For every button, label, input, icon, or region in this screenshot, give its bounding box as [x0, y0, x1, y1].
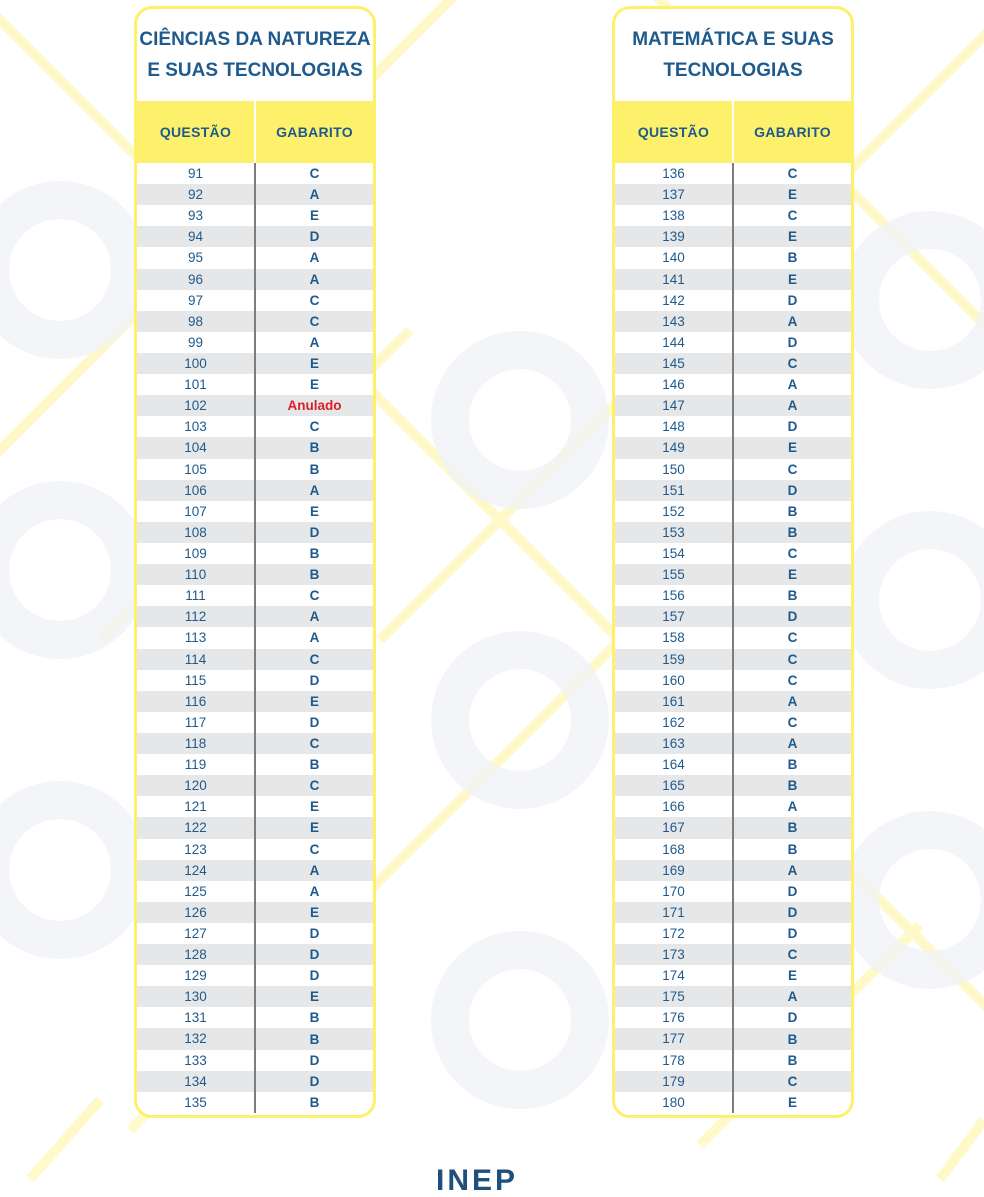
answer-key: C [309, 778, 320, 794]
table-row [615, 775, 851, 796]
question-number: 180 [615, 1092, 734, 1113]
table-row [137, 416, 373, 437]
table-row [137, 1092, 373, 1113]
table-row [615, 965, 851, 986]
question-number: 102 [137, 395, 256, 416]
question-number: 140 [615, 247, 734, 268]
question-number: 159 [615, 649, 734, 670]
table-row [137, 459, 373, 480]
table-row [615, 374, 851, 395]
table-row [615, 522, 851, 543]
table-row [137, 817, 373, 838]
section-title-line-2: TECNOLOGIAS [663, 60, 803, 81]
column-header-questao: QUESTÃO [137, 101, 256, 163]
question-number: 137 [615, 184, 734, 205]
table-row [137, 1050, 373, 1071]
answer-key: D [309, 714, 320, 730]
table-row [137, 184, 373, 205]
table-row [137, 290, 373, 311]
answer-table-body [615, 163, 851, 1113]
answer-key: D [787, 904, 798, 920]
table-row [615, 437, 851, 458]
answer-key: C [787, 461, 798, 477]
question-number: 114 [137, 649, 256, 670]
question-number: 104 [137, 437, 256, 458]
column-header-gabarito: GABARITO [276, 124, 353, 140]
table-row [615, 754, 851, 775]
answer-key: B [787, 757, 798, 773]
table-row [615, 184, 851, 205]
question-number: 105 [137, 459, 256, 480]
table-row [615, 902, 851, 923]
answer-key: C [787, 208, 798, 224]
answer-key: D [309, 229, 320, 245]
answer-key: A [309, 883, 320, 899]
question-number: 144 [615, 332, 734, 353]
question-number: 161 [615, 691, 734, 712]
table-row [615, 1007, 851, 1028]
answer-key: B [787, 503, 798, 519]
table-row [137, 796, 373, 817]
question-number: 160 [615, 670, 734, 691]
question-number: 136 [615, 163, 734, 184]
table-row [137, 627, 373, 648]
answer-key: C [787, 1073, 798, 1089]
question-number: 133 [137, 1050, 256, 1071]
table-row [615, 269, 851, 290]
answer-key: D [309, 672, 320, 688]
question-number: 172 [615, 923, 734, 944]
question-number: 126 [137, 902, 256, 923]
question-number: 99 [137, 332, 256, 353]
answer-key: B [309, 1010, 320, 1026]
answer-key: A [787, 799, 798, 815]
answer-key: A [309, 250, 320, 266]
table-row [137, 501, 373, 522]
answer-key: D [787, 609, 798, 625]
table-row [615, 564, 851, 585]
table-row [615, 986, 851, 1007]
answer-key: D [309, 1052, 320, 1068]
table-row [615, 1050, 851, 1071]
column-header-questao: QUESTÃO [615, 101, 734, 163]
column-header-gabarito: GABARITO [754, 124, 831, 140]
question-number: 110 [137, 564, 256, 585]
section-title-line-1: CIÊNCIAS DA NATUREZA [139, 29, 371, 50]
table-row [615, 290, 851, 311]
table-row [615, 480, 851, 501]
answer-key: E [787, 1094, 797, 1110]
question-number: 100 [137, 353, 256, 374]
answer-key: E [787, 229, 797, 245]
table-row [137, 944, 373, 965]
answer-key: E [309, 904, 319, 920]
answer-key: D [309, 1073, 320, 1089]
answer-key: B [787, 588, 798, 604]
logo-text: INEP [436, 1164, 519, 1197]
question-number: 167 [615, 817, 734, 838]
table-row [137, 585, 373, 606]
table-row [615, 944, 851, 965]
question-number: 168 [615, 839, 734, 860]
table-row [137, 395, 373, 416]
question-number: 177 [615, 1028, 734, 1049]
table-row [137, 522, 373, 543]
answer-key: A [787, 862, 798, 878]
question-number: 112 [137, 606, 256, 627]
question-number: 151 [615, 480, 734, 501]
answer-key: D [787, 883, 798, 899]
question-number: 166 [615, 796, 734, 817]
question-number: 171 [615, 902, 734, 923]
question-number: 170 [615, 881, 734, 902]
table-row [615, 395, 851, 416]
answer-key: E [309, 693, 319, 709]
question-number: 173 [615, 944, 734, 965]
question-number: 92 [137, 184, 256, 205]
question-number: 169 [615, 860, 734, 881]
answer-key: E [787, 968, 797, 984]
question-number: 138 [615, 205, 734, 226]
answer-key: A [309, 271, 320, 287]
table-row [137, 923, 373, 944]
answer-key: A [309, 630, 320, 646]
question-number: 98 [137, 311, 256, 332]
table-row [137, 437, 373, 458]
inep-logo [436, 1164, 546, 1197]
table-row [137, 374, 373, 395]
answer-key: E [309, 989, 319, 1005]
answer-key: C [787, 166, 798, 182]
question-number: 97 [137, 290, 256, 311]
table-row [137, 353, 373, 374]
answer-key: B [787, 1052, 798, 1068]
table-row [137, 226, 373, 247]
question-number: 175 [615, 986, 734, 1007]
table-row [615, 1028, 851, 1049]
table-row [137, 311, 373, 332]
card-matematica [612, 6, 854, 1118]
table-row [615, 670, 851, 691]
answer-key: C [309, 313, 320, 329]
question-number: 164 [615, 754, 734, 775]
answer-key: C [309, 736, 320, 751]
answer-key: E [787, 271, 797, 287]
answer-key: B [309, 546, 320, 562]
table-row [615, 691, 851, 712]
table-row [137, 649, 373, 670]
answer-table-body [137, 163, 373, 1113]
question-number: 106 [137, 480, 256, 501]
answer-key: A [787, 313, 798, 329]
table-row [615, 923, 851, 944]
answer-key: D [787, 334, 798, 350]
table-row [615, 733, 851, 754]
table-row [615, 353, 851, 374]
table-row [137, 754, 373, 775]
answer-key: B [309, 757, 320, 773]
question-number: 158 [615, 627, 734, 648]
answer-key: B [309, 1094, 320, 1110]
question-number: 163 [615, 733, 734, 754]
answer-key: D [309, 947, 320, 963]
question-number: 120 [137, 775, 256, 796]
answer-key: E [309, 377, 319, 393]
answer-key: A [309, 334, 320, 350]
question-number: 95 [137, 247, 256, 268]
question-number: 154 [615, 543, 734, 564]
question-number: 152 [615, 501, 734, 522]
answer-key: C [309, 292, 320, 308]
question-number: 147 [615, 395, 734, 416]
answer-key: A [787, 377, 798, 393]
answer-key: B [309, 1031, 320, 1047]
answer-key: A [309, 482, 320, 498]
table-row [137, 1071, 373, 1092]
table-row [137, 205, 373, 226]
answer-key: B [787, 524, 798, 540]
answer-key: B [309, 567, 320, 583]
answer-key: C [309, 419, 320, 435]
table-row [137, 543, 373, 564]
answer-key: E [787, 567, 797, 583]
table-row [137, 691, 373, 712]
answer-key: E [309, 503, 319, 519]
question-number: 143 [615, 311, 734, 332]
table-row [615, 881, 851, 902]
table-row [615, 332, 851, 353]
section-title-line-2: E SUAS TECNOLOGIAS [147, 60, 363, 81]
question-number: 141 [615, 269, 734, 290]
answer-key: D [309, 968, 320, 984]
answer-key: A [787, 989, 798, 1005]
answer-key: C [309, 588, 320, 604]
answer-key: D [787, 925, 798, 941]
table-row [615, 311, 851, 332]
table-row [137, 775, 373, 796]
question-number: 174 [615, 965, 734, 986]
table-row [137, 247, 373, 268]
answer-key: C [787, 714, 798, 730]
question-number: 101 [137, 374, 256, 395]
answer-key: C [787, 947, 798, 963]
table-row [615, 627, 851, 648]
table-row [137, 606, 373, 627]
question-number: 157 [615, 606, 734, 627]
answer-key: E [309, 208, 319, 224]
answer-key: B [787, 820, 798, 836]
question-number: 111 [137, 585, 256, 606]
question-number: 119 [137, 754, 256, 775]
table-row [615, 649, 851, 670]
question-number: 94 [137, 226, 256, 247]
question-number: 179 [615, 1071, 734, 1092]
answer-key: D [309, 524, 320, 540]
question-number: 156 [615, 585, 734, 606]
table-row [137, 712, 373, 733]
answer-key: A [787, 736, 798, 751]
question-number: 129 [137, 965, 256, 986]
question-number: 125 [137, 881, 256, 902]
answer-key: A [309, 187, 320, 203]
table-row [137, 733, 373, 754]
card-ciencias-natureza [134, 6, 376, 1118]
section-title [615, 9, 851, 101]
question-number: 96 [137, 269, 256, 290]
question-number: 115 [137, 670, 256, 691]
answer-key: C [309, 651, 320, 667]
table-row [137, 986, 373, 1007]
question-number: 155 [615, 564, 734, 585]
table-row [137, 965, 373, 986]
answer-key: B [787, 778, 798, 794]
question-number: 117 [137, 712, 256, 733]
table-row [615, 163, 851, 184]
question-number: 150 [615, 459, 734, 480]
answer-key: A [787, 693, 798, 709]
question-number: 145 [615, 353, 734, 374]
question-number: 128 [137, 944, 256, 965]
question-number: 116 [137, 691, 256, 712]
answer-key: B [309, 461, 320, 477]
question-number: 91 [137, 163, 256, 184]
question-number: 149 [615, 437, 734, 458]
answer-key: E [309, 356, 319, 372]
section-title [137, 9, 373, 101]
table-row [137, 670, 373, 691]
table-row [137, 881, 373, 902]
table-row [615, 543, 851, 564]
section-title-line-1: MATEMÁTICA E SUAS [632, 29, 834, 50]
table-header [137, 101, 373, 163]
question-number: 121 [137, 796, 256, 817]
question-number: 131 [137, 1007, 256, 1028]
table-row [615, 796, 851, 817]
answer-key: B [309, 440, 320, 456]
table-row [137, 480, 373, 501]
table-row [615, 712, 851, 733]
answer-key: C [309, 841, 320, 857]
answer-key: E [309, 820, 319, 836]
table-row [615, 860, 851, 881]
answer-key: D [787, 1010, 798, 1026]
answer-key: A [787, 398, 798, 414]
question-number: 123 [137, 839, 256, 860]
answer-key: D [787, 292, 798, 308]
question-number: 108 [137, 522, 256, 543]
table-row [137, 902, 373, 923]
question-number: 153 [615, 522, 734, 543]
question-number: 109 [137, 543, 256, 564]
answer-key: A [309, 609, 320, 625]
table-row [137, 1007, 373, 1028]
table-row [615, 606, 851, 627]
question-number: 127 [137, 923, 256, 944]
question-number: 176 [615, 1007, 734, 1028]
question-number: 132 [137, 1028, 256, 1049]
table-row [137, 564, 373, 585]
answer-annulled: Anulado [287, 398, 342, 414]
answer-key: E [787, 187, 797, 203]
answer-key: C [787, 630, 798, 646]
answer-key: B [787, 841, 798, 857]
question-number: 139 [615, 226, 734, 247]
question-number: 130 [137, 986, 256, 1007]
answer-key: C [787, 356, 798, 372]
table-row [615, 247, 851, 268]
question-number: 103 [137, 416, 256, 437]
table-row [615, 817, 851, 838]
answer-key: E [787, 440, 797, 456]
answer-key: B [787, 1031, 798, 1047]
question-number: 165 [615, 775, 734, 796]
answer-key: D [787, 482, 798, 498]
table-row [615, 459, 851, 480]
answer-key: C [787, 672, 798, 688]
answer-key: B [787, 250, 798, 266]
question-number: 146 [615, 374, 734, 395]
table-row [615, 839, 851, 860]
answer-key: D [787, 419, 798, 435]
question-number: 124 [137, 860, 256, 881]
question-number: 118 [137, 733, 256, 754]
question-number: 113 [137, 627, 256, 648]
answer-key: E [309, 799, 319, 815]
table-row [615, 501, 851, 522]
table-row [137, 860, 373, 881]
table-row [137, 839, 373, 860]
question-number: 93 [137, 205, 256, 226]
question-number: 148 [615, 416, 734, 437]
answer-key: A [309, 862, 320, 878]
question-number: 142 [615, 290, 734, 311]
answer-key: C [309, 166, 320, 182]
table-row [137, 332, 373, 353]
answer-key: D [309, 925, 320, 941]
question-number: 122 [137, 817, 256, 838]
table-header [615, 101, 851, 163]
answer-key: C [787, 546, 798, 562]
question-number: 134 [137, 1071, 256, 1092]
question-number: 135 [137, 1092, 256, 1113]
table-row [615, 1071, 851, 1092]
table-row [615, 1092, 851, 1113]
question-number: 107 [137, 501, 256, 522]
table-row [615, 205, 851, 226]
table-row [615, 226, 851, 247]
table-row [137, 163, 373, 184]
table-row [615, 416, 851, 437]
question-number: 162 [615, 712, 734, 733]
table-row [615, 585, 851, 606]
table-row [137, 1028, 373, 1049]
answer-key: C [787, 651, 798, 667]
table-row [137, 269, 373, 290]
question-number: 178 [615, 1050, 734, 1071]
